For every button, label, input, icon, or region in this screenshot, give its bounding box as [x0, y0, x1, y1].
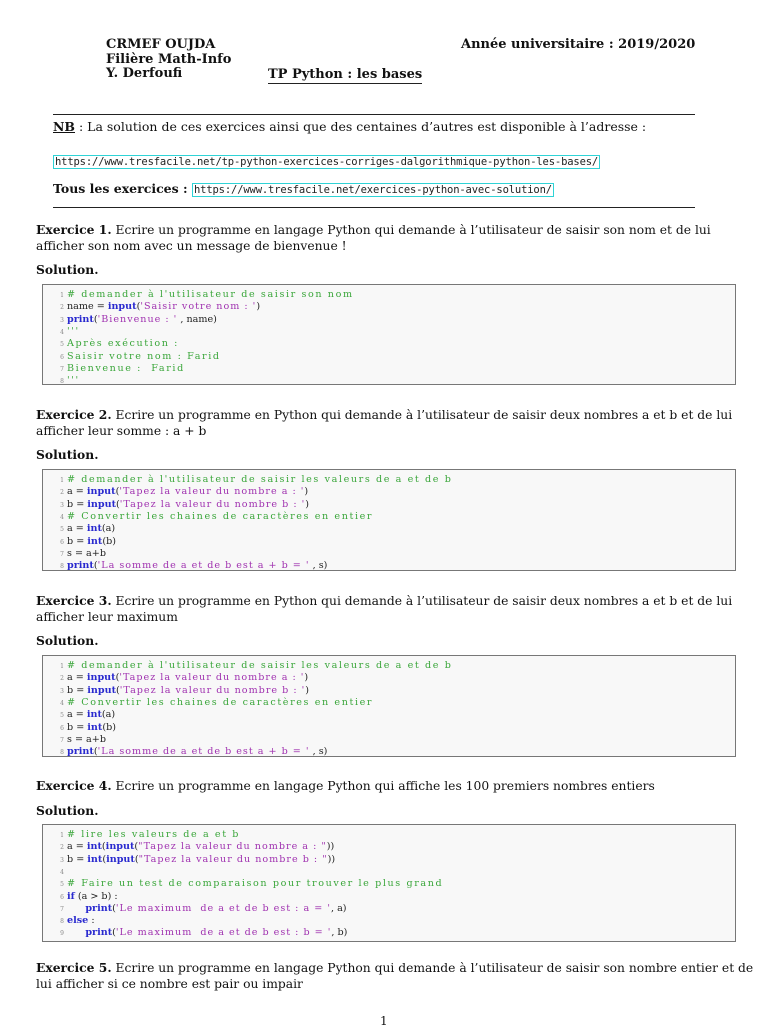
- department-name: Filière Math-Info: [106, 52, 232, 67]
- line-number: 3: [60, 856, 64, 864]
- code-text: [67, 474, 452, 486]
- code-text: [67, 841, 334, 853]
- code-comment: # demander à l'utilisateur de saisir les valeurs de a et de b: [67, 474, 453, 485]
- code-text: , a): [330, 902, 347, 914]
- line-number: 5: [60, 881, 64, 889]
- code-text: [67, 660, 452, 672]
- line-number: 9: [60, 930, 64, 938]
- code-keyword: print: [67, 313, 94, 325]
- code-string: 'Saisir votre nom : ': [140, 301, 257, 313]
- page-number: 1: [380, 1014, 388, 1028]
- code-comment: # Convertir les chaines de caractères en entier: [67, 510, 374, 522]
- code-keyword: input: [105, 841, 135, 853]
- code-text: ): [304, 486, 309, 498]
- code-text: )): [327, 853, 336, 865]
- exercise-3-text: Ecrire un programme en Python qui demande à l’utilisateur de saisir deux nombres a et b et de lui afficher leur maximum: [36, 594, 733, 624]
- code-text: [67, 375, 80, 387]
- line-number: 7: [60, 905, 64, 913]
- exercise-4: [36, 778, 762, 794]
- line-number: 5: [60, 712, 64, 720]
- code-string: 'Le maximum de a et de b est : b = ': [115, 927, 332, 939]
- code-keyword: input: [107, 301, 137, 313]
- code-text: [67, 697, 373, 709]
- exercise-2-text: Ecrire un programme en Python qui demande à l’utilisateur de saisir deux nombres a et b et de lui afficher leur somme : a + b: [36, 408, 733, 438]
- code-keyword: print: [85, 927, 113, 939]
- line-number: 8: [60, 918, 64, 926]
- exercise-5-text: Ecrire un programme en langage Python qui demande à l’utilisateur de saisir son nombre entier et de lui afficher si ce nombre est pair ou impair: [36, 961, 754, 991]
- code-text: [67, 854, 335, 866]
- all-exercises-label: Tous les exercices :: [53, 181, 192, 196]
- code-comment: Après exécution :: [67, 338, 179, 350]
- code-text: [67, 903, 347, 915]
- top-rule: [53, 114, 695, 115]
- code-block-4: [42, 824, 736, 942]
- code-text: [67, 338, 179, 350]
- line-number: 5: [60, 341, 64, 349]
- code-text: (: [93, 313, 98, 325]
- solution-4-label: Solution.: [36, 803, 99, 818]
- code-text: [67, 746, 327, 758]
- line-number: 8: [60, 563, 64, 571]
- exercise-1-text: Ecrire un programme en langage Python qui demande à l’utilisateur de saisir son nom et de lui afficher son nom avec un message de bienvenue !: [36, 223, 711, 253]
- code-keyword: input: [106, 853, 135, 865]
- code-text: [67, 685, 309, 697]
- code-string: 'Tapez la valeur du nombre a : ': [119, 672, 305, 684]
- code-text: [67, 915, 95, 927]
- line-number: 5: [60, 526, 64, 534]
- code-keyword: print: [67, 746, 94, 758]
- code-text: [67, 672, 308, 684]
- school-name: CRMEF OUJDA: [106, 37, 216, 52]
- code-keyword: print: [85, 902, 113, 914]
- code-string: 'La somme de a et de b est a + b = ': [97, 746, 310, 758]
- note-label: NB: [53, 119, 75, 134]
- code-keyword: int: [86, 841, 102, 853]
- code-string: 'La somme de a et de b est a + b = ': [97, 560, 310, 572]
- academic-year: Année universitaire : 2019/2020: [461, 37, 696, 52]
- code-text: (: [93, 746, 98, 758]
- code-text: (: [112, 927, 116, 939]
- code-string: 'Tapez la valeur du nombre b : ': [119, 498, 306, 510]
- code-text: ): [305, 684, 309, 696]
- code-text: (: [136, 301, 141, 313]
- document-title: TP Python : les bases: [268, 67, 423, 82]
- code-text: a =: [67, 841, 87, 853]
- line-number: 1: [60, 663, 64, 670]
- code-text: a =: [67, 523, 87, 535]
- code-text: s = a+b: [67, 547, 106, 559]
- code-text: [67, 829, 240, 841]
- code-text: (: [116, 498, 120, 510]
- code-text: [67, 289, 354, 301]
- line-number: 3: [60, 316, 64, 324]
- code-text: (a): [101, 709, 116, 721]
- code-text: (: [93, 560, 98, 572]
- code-text: [67, 734, 106, 746]
- code-text: ): [305, 498, 309, 510]
- code-string: "Tapez la valeur du nombre a : ": [138, 841, 327, 853]
- note-text: : La solution de ces exercices ainsi que des centaines d’autres est disponible à l’adresse :: [75, 119, 647, 134]
- code-keyword: int: [87, 853, 103, 865]
- code-comment: Saisir votre nom : Farid: [67, 350, 221, 362]
- code-keyword: int: [87, 535, 103, 547]
- line-number: 1: [60, 292, 64, 299]
- exercise-2: [36, 407, 762, 439]
- code-text: b =: [67, 721, 88, 733]
- solutions-link[interactable]: https://www.tresfacile.net/tp-python-exercices-corriges-dalgorithmique-python-les-bases/: [55, 156, 599, 168]
- line-number: 8: [60, 378, 64, 386]
- line-number: 1: [60, 832, 64, 839]
- exercise-2-label: Exercice 2.: [36, 407, 112, 422]
- code-text: [67, 511, 373, 523]
- code-keyword: int: [86, 709, 102, 721]
- code-keyword: input: [86, 486, 116, 498]
- code-string: 'Bienvenue : ': [97, 313, 178, 325]
- code-text: (b): [102, 535, 116, 547]
- line-number: 3: [60, 501, 64, 509]
- code-text: (a): [101, 523, 116, 535]
- code-text: (: [116, 684, 120, 696]
- exercise-5: [36, 960, 762, 992]
- code-block-2: [42, 469, 736, 571]
- code-keyword: input: [86, 672, 116, 684]
- solution-1-label: Solution.: [36, 262, 99, 277]
- code-text: a =: [67, 709, 87, 721]
- line-number: 4: [60, 328, 64, 336]
- line-number: 6: [60, 538, 64, 546]
- code-text: (: [115, 486, 120, 498]
- code-text: [67, 314, 217, 326]
- code-text: (: [115, 672, 120, 684]
- line-number: 2: [60, 489, 64, 497]
- code-text: [67, 326, 80, 338]
- code-text: [67, 523, 115, 535]
- code-text: [67, 560, 327, 572]
- exercise-3-label: Exercice 3.: [36, 593, 112, 608]
- line-number: 2: [60, 304, 64, 312]
- code-text: b =: [67, 853, 88, 865]
- code-text: b =: [67, 684, 88, 696]
- code-string: 'Le maximum de a et de b est : a = ': [115, 902, 331, 914]
- code-text: (: [134, 853, 139, 865]
- code-text: , b): [331, 927, 348, 939]
- code-keyword: int: [86, 523, 102, 535]
- code-text: [67, 891, 118, 903]
- code-block-3: [42, 655, 736, 757]
- code-comment: Bienvenue : Farid: [67, 362, 185, 374]
- code-text: (b): [102, 721, 116, 733]
- url-line-1: [53, 150, 600, 169]
- code-comment: # lire les valeurs de a et b: [67, 829, 241, 840]
- code-keyword: input: [87, 498, 117, 510]
- line-number: 6: [60, 353, 64, 361]
- code-keyword: input: [87, 684, 117, 696]
- code-comment: # demander à l'utilisateur de saisir les valeurs de a et de b: [67, 660, 453, 671]
- line-number: 4: [60, 699, 64, 707]
- code-string: 'Tapez la valeur du nombre a : ': [119, 486, 305, 498]
- code-text: )): [326, 841, 335, 853]
- line-number: 2: [60, 675, 64, 683]
- line-number: 6: [60, 724, 64, 732]
- code-text: b =: [67, 535, 88, 547]
- code-keyword: else: [67, 915, 89, 927]
- code-text: [67, 722, 116, 734]
- code-text: [67, 486, 308, 498]
- code-text: ): [256, 301, 261, 313]
- code-text: [67, 548, 106, 560]
- exercise-1-label: Exercice 1.: [36, 222, 112, 237]
- exercise-4-text: Ecrire un programme en langage Python qui affiche les 100 premiers nombres entiers: [111, 779, 655, 793]
- code-text: b =: [67, 498, 88, 510]
- code-string: "Tapez la valeur du nombre b : ": [138, 853, 328, 865]
- line-number: 2: [60, 844, 64, 852]
- code-text: [67, 927, 85, 938]
- code-text: , s): [309, 746, 328, 758]
- note-line: [53, 119, 646, 134]
- line-number: 7: [60, 365, 64, 373]
- code-text: , name): [177, 313, 217, 325]
- all-exercises-link[interactable]: https://www.tresfacile.net/exercices-python-avec-solution/: [194, 184, 552, 196]
- code-comment: ''': [67, 325, 80, 337]
- code-text: :: [88, 915, 95, 927]
- line-number: 8: [60, 749, 64, 757]
- code-text: [67, 878, 443, 890]
- code-text: [67, 351, 221, 363]
- exercise-3: [36, 593, 762, 625]
- solution-3-label: Solution.: [36, 633, 99, 648]
- code-comment: # Faire un test de comparaison pour trouver le plus grand: [67, 878, 444, 890]
- code-text: [67, 499, 309, 511]
- code-text: (: [134, 841, 139, 853]
- code-text: a =: [67, 672, 87, 684]
- code-text: [67, 536, 116, 548]
- code-text: [67, 709, 115, 721]
- line-number: 4: [60, 513, 64, 521]
- code-text: [67, 927, 347, 939]
- code-text: , s): [309, 560, 328, 572]
- exercise-5-label: Exercice 5.: [36, 960, 112, 975]
- code-text: name =: [67, 301, 108, 313]
- code-text: s = a+b: [67, 733, 106, 745]
- bottom-rule: [53, 207, 695, 208]
- author-name: Y. Derfoufi: [106, 66, 183, 81]
- line-number: 6: [60, 893, 64, 901]
- code-text: (: [112, 902, 116, 914]
- line-number: 1: [60, 477, 64, 484]
- code-text: (: [101, 841, 106, 853]
- code-comment: # Convertir les chaines de caractères en entier: [67, 696, 374, 708]
- code-text: ): [304, 672, 309, 684]
- code-text: a =: [67, 486, 87, 498]
- code-text: (a > b) :: [74, 890, 118, 902]
- code-block-1: [42, 284, 736, 385]
- code-comment: ''': [67, 375, 80, 387]
- all-exercises-line: [53, 181, 554, 196]
- line-number: 3: [60, 687, 64, 695]
- line-number: 7: [60, 550, 64, 558]
- code-keyword: print: [67, 560, 94, 572]
- code-text: (: [102, 853, 107, 865]
- exercise-1: [36, 222, 762, 254]
- line-number: 7: [60, 736, 64, 744]
- code-text: [67, 363, 185, 375]
- code-text: [67, 301, 260, 313]
- code-text: [67, 903, 85, 914]
- exercise-4-label: Exercice 4.: [36, 778, 112, 793]
- solution-2-label: Solution.: [36, 447, 99, 462]
- code-keyword: int: [87, 721, 103, 733]
- code-string: 'Tapez la valeur du nombre b : ': [119, 684, 306, 696]
- line-number: 4: [60, 868, 64, 876]
- code-keyword: if: [67, 890, 75, 902]
- code-comment: # demander à l'utilisateur de saisir son nom: [67, 289, 354, 300]
